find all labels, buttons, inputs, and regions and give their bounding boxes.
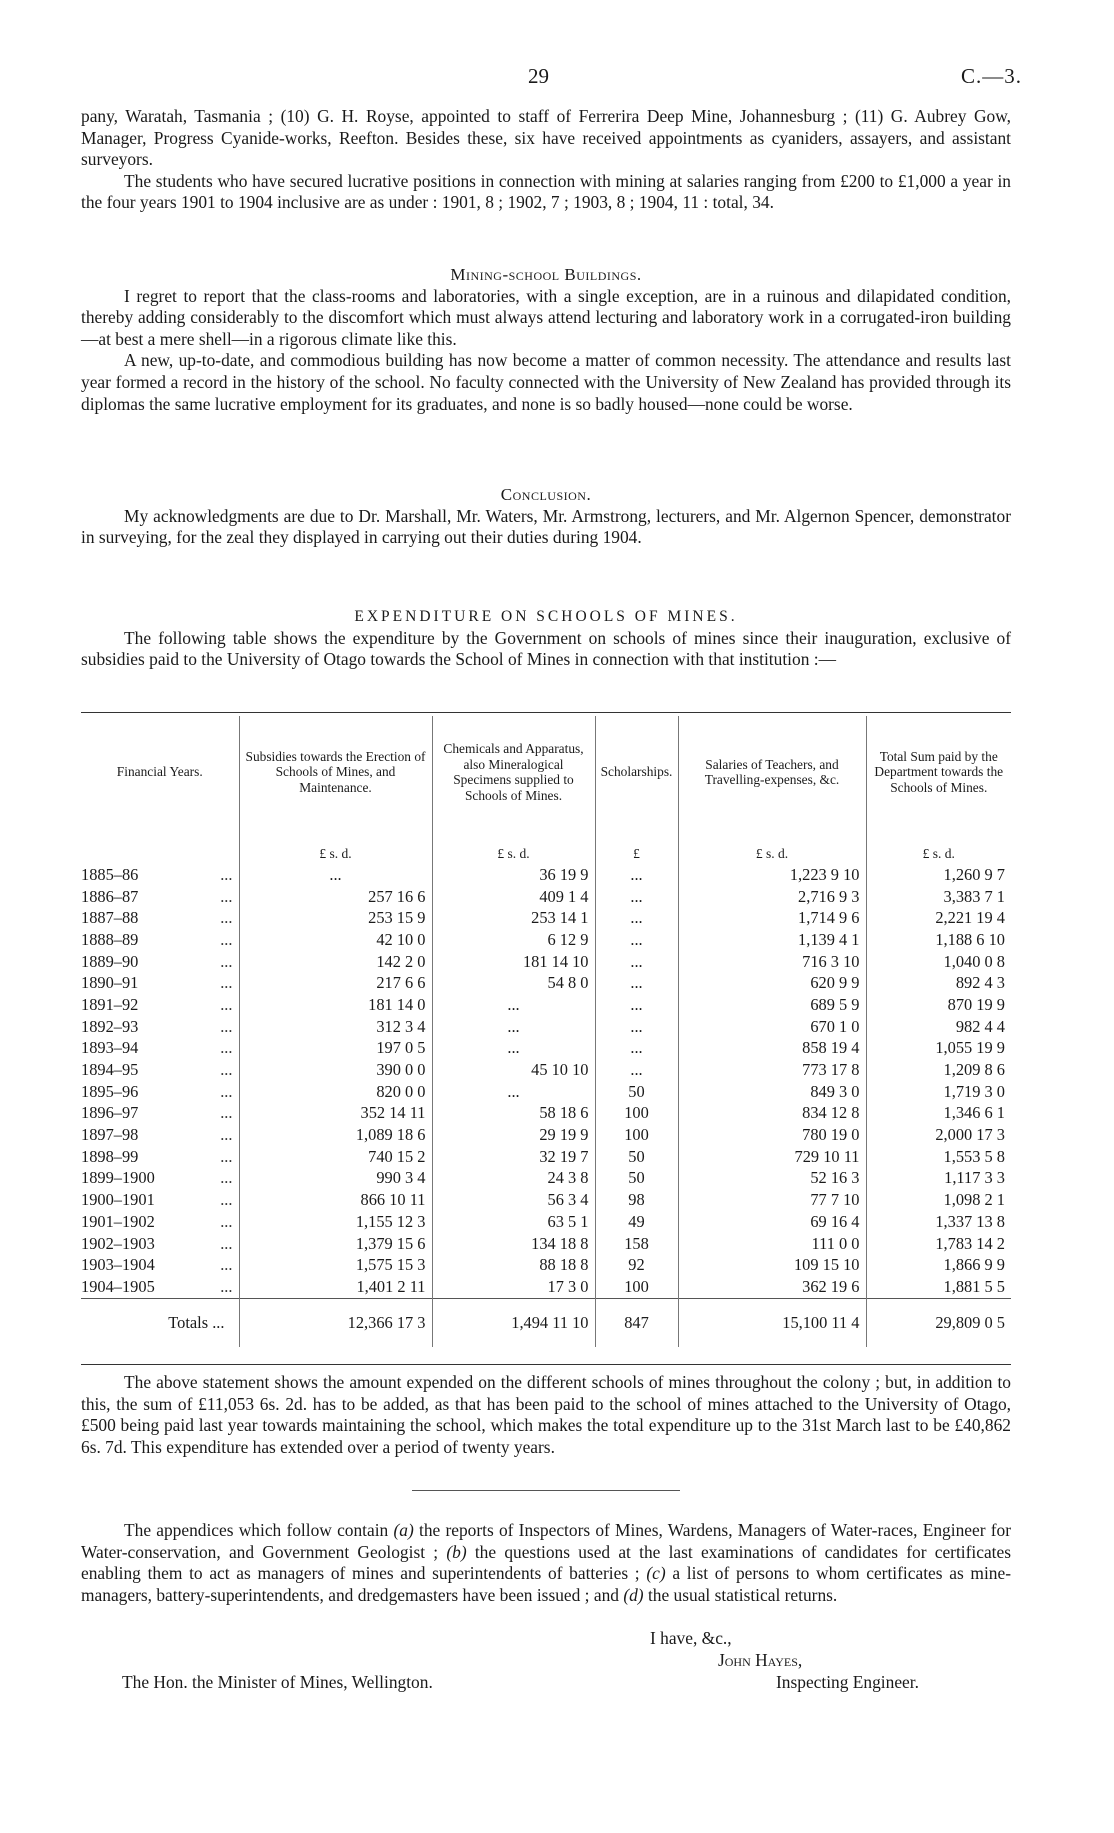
total-cell: 1,866 9 9 [866, 1254, 1011, 1276]
scholarships-cell: ... [595, 1059, 678, 1081]
total-cell: 892 4 3 [866, 972, 1011, 994]
chemicals-cell: 58 18 6 [432, 1103, 595, 1125]
chemicals-cell: 63 5 1 [432, 1211, 595, 1233]
subsidies-cell: 1,155 12 3 [239, 1211, 432, 1233]
table-row [81, 1276, 1011, 1298]
table-row [81, 972, 1011, 994]
chemicals-cell: 36 19 9 [432, 864, 595, 886]
chemicals-cell: 253 14 1 [432, 907, 595, 929]
table-row [81, 1254, 1011, 1276]
col-header-chemicals: Chemicals and Apparatus, also Mineralogical Specimens supplied to Schools of Mines. [432, 716, 595, 828]
subsidies-cell: 253 15 9 [239, 907, 432, 929]
table-row [81, 951, 1011, 973]
total-cell: 1,040 0 8 [866, 951, 1011, 973]
conclusion-section [81, 484, 1011, 549]
scholarships-cell: ... [595, 951, 678, 973]
total-cell: 870 19 9 [866, 994, 1011, 1016]
subsidies-cell: 390 0 0 [239, 1059, 432, 1081]
scholarships-cell: ... [595, 886, 678, 908]
totals-label: Totals ... [81, 1298, 239, 1347]
expenditure-intro: The following table shows the expenditure by the Government on schools of mines since their inauguration, exclusive of subsidies paid to the University of Otago towards the School of Mines in connection with that institution :— [81, 627, 1011, 670]
salaries-cell: 849 3 0 [678, 1081, 866, 1103]
year-cell: 1903–1904 ... [81, 1255, 233, 1275]
chemicals-cell: ... [432, 1081, 595, 1103]
col-header-salaries: Salaries of Teachers, and Travelling-expenses, &c. [678, 716, 866, 828]
col-header-years: Financial Years. [116, 764, 203, 780]
chemicals-cell: 134 18 8 [432, 1233, 595, 1255]
conclusion-paragraph: My acknowledgments are due to Dr. Marshall, Mr. Waters, Mr. Armstrong, lecturers, and Mr. Algernon Spencer, demonstrator in surveying, for the zeal they displayed in carrying out their duties during 1904. [81, 505, 1011, 548]
chemicals-cell: 29 19 9 [432, 1124, 595, 1146]
total-cell: 1,783 14 2 [866, 1233, 1011, 1255]
table-row [81, 864, 1011, 886]
subsidies-cell: 181 14 0 [239, 994, 432, 1016]
year-cell: 1894–95 ... [81, 1060, 233, 1080]
scholarships-cell: 50 [595, 1168, 678, 1190]
scholarships-cell: 98 [595, 1189, 678, 1211]
expenditure-heading: EXPENDITURE ON SCHOOLS OF MINES. [354, 608, 738, 625]
total-cell: 1,346 6 1 [866, 1103, 1011, 1125]
table-row [81, 1146, 1011, 1168]
total-cell: 2,221 19 4 [866, 907, 1011, 929]
total-sum: 29,809 0 5 [866, 1298, 1011, 1347]
buildings-paragraph-2: A new, up-to-date, and commodious building has now become a matter of common necessity. The attendance and results last year formed a record in the history of the school. No faculty connected with the University of New Zealand has provided through its diplomas the same lucrative employment for its graduates, and none is so badly housed—none could be worse. [81, 350, 1011, 414]
year-cell: 1888–89 ... [81, 929, 233, 949]
subsidies-cell: ... [239, 864, 432, 886]
units-cell: £ s. d. [866, 828, 1011, 864]
salaries-cell: 52 16 3 [678, 1168, 866, 1190]
col-header-scholarships: Scholarships. [595, 716, 678, 828]
year-cell: 1886–87 ... [81, 886, 233, 906]
table-row [81, 1124, 1011, 1146]
table-header-row [81, 716, 1011, 828]
subsidies-cell: 990 3 4 [239, 1168, 432, 1190]
after-table-section [81, 1372, 1011, 1458]
total-cell: 1,881 5 5 [866, 1276, 1011, 1298]
table-row [81, 994, 1011, 1016]
scholarships-cell: 100 [595, 1124, 678, 1146]
table-row [81, 1103, 1011, 1125]
year-cell: 1900–1901 ... [81, 1190, 233, 1210]
salaries-cell: 858 19 4 [678, 1038, 866, 1060]
table-row [81, 1233, 1011, 1255]
scholarships-cell: 50 [595, 1146, 678, 1168]
scholarships-cell: 50 [595, 1081, 678, 1103]
salaries-cell: 362 19 6 [678, 1276, 866, 1298]
salaries-cell: 716 3 10 [678, 951, 866, 973]
year-cell: 1896–97 ... [81, 1103, 233, 1123]
intro-section [81, 106, 1011, 214]
total-cell: 1,117 3 3 [866, 1168, 1011, 1190]
subsidies-cell: 312 3 4 [239, 1016, 432, 1038]
scholarships-cell: ... [595, 929, 678, 951]
total-scholarships: 847 [595, 1298, 678, 1347]
intro-paragraph-2: The students who have secured lucrative positions in connection with mining at salaries ranging from £200 to £1,000 a year in the four years 1901 to 1904 inclusive are as under : 1901, 8 ; 1902, 7 ; 1903, 8 ; 1904, 11 : total, 34. [81, 170, 1011, 213]
scholarships-cell: ... [595, 1016, 678, 1038]
year-cell: 1895–96 ... [81, 1081, 233, 1101]
buildings-heading: Mining-school Buildings. [450, 265, 642, 284]
year-cell: 1891–92 ... [81, 994, 233, 1014]
year-cell: 1898–99 ... [81, 1146, 233, 1166]
units-row [81, 828, 1011, 864]
year-cell: 1897–98 ... [81, 1125, 233, 1145]
after-paragraph-1: The above statement shows the amount expended on the different schools of mines throughout the colony ; but, in addition to this, the sum of £11,053 6s. 2d. has to be added, as that has been paid to the school of mines attached to the University of Otago, £500 being paid last year towards maintaining the school, which makes the total expenditure up to the 31st March last to be £40,862 6s. 7d. This expenditure has extended over a period of twenty years. [81, 1372, 1011, 1457]
buildings-paragraph-1: I regret to report that the class-rooms and laboratories, with a single exception, are in a ruinous and dilapidated condition, thereby adding considerably to the discomfort which must always attend lecturing and laboratory work in a corrugated-iron building—at best a mere shell—in a rigorous climate like this. [81, 285, 1011, 349]
units-cell [81, 828, 239, 864]
col-header-subsidies: Subsidies towards the Erection of Schools of Mines, and Maintenance. [239, 716, 432, 828]
subsidies-cell: 197 0 5 [239, 1038, 432, 1060]
salutation: I have, &c., [650, 1628, 732, 1648]
subsidies-cell: 1,401 2 11 [239, 1276, 432, 1298]
chemicals-cell: 181 14 10 [432, 951, 595, 973]
salaries-cell: 1,714 9 6 [678, 907, 866, 929]
table-row [81, 1189, 1011, 1211]
salaries-cell: 1,223 9 10 [678, 864, 866, 886]
year-cell: 1902–1903 ... [81, 1233, 233, 1253]
scholarships-cell: ... [595, 864, 678, 886]
scholarships-cell: ... [595, 907, 678, 929]
chemicals-cell: 56 3 4 [432, 1189, 595, 1211]
salaries-cell: 2,716 9 3 [678, 886, 866, 908]
chemicals-cell: 24 3 8 [432, 1168, 595, 1190]
total-cell: 2,000 17 3 [866, 1124, 1011, 1146]
year-cell: 1892–93 ... [81, 1016, 233, 1036]
subsidies-cell: 352 14 11 [239, 1103, 432, 1125]
expenditure-section [81, 606, 1011, 671]
year-cell: 1887–88 ... [81, 908, 233, 928]
units-cell: £ s. d. [432, 828, 595, 864]
subsidies-cell: 257 16 6 [239, 886, 432, 908]
total-cell: 1,719 3 0 [866, 1081, 1011, 1103]
table-top-rule [81, 712, 1011, 713]
subsidies-cell: 142 2 0 [239, 951, 432, 973]
appendices-paragraph: The appendices which follow contain (a) the reports of Inspectors of Mines, Wardens, Managers of Water-races, Engineer for Water-conservation, and Government Geologist ; (b) the questions used at the last examinations of candidates for certificates enabling them to act as managers of mines and superintendents of batteries ; (c) a list of persons to whom certificates as mine-managers, battery-superintendents, and dredgemasters have been issued ; and (d) the usual statistical returns. [81, 1520, 1012, 1605]
salaries-cell: 1,139 4 1 [678, 929, 866, 951]
table-row [81, 1211, 1011, 1233]
subsidies-cell: 42 10 0 [239, 929, 432, 951]
subsidies-cell: 1,575 15 3 [239, 1254, 432, 1276]
year-cell: 1885–86 ... [81, 864, 233, 884]
chemicals-cell: 17 3 0 [432, 1276, 595, 1298]
scholarships-cell: ... [595, 972, 678, 994]
scholarships-cell: 100 [595, 1103, 678, 1125]
signatory-title: Inspecting Engineer. [776, 1672, 919, 1692]
section-divider [412, 1490, 680, 1491]
table-row [81, 907, 1011, 929]
chemicals-cell: 6 12 9 [432, 929, 595, 951]
document-reference: C.—3. [960, 64, 1022, 88]
scholarships-cell: ... [595, 994, 678, 1016]
totals-row [81, 1298, 1011, 1347]
subsidies-cell: 217 6 6 [239, 972, 432, 994]
appendices-section [81, 1520, 1011, 1606]
table-row [81, 886, 1011, 908]
subsidies-cell: 1,089 18 6 [239, 1124, 432, 1146]
page-number: 29 [528, 64, 549, 88]
chemicals-cell: 54 8 0 [432, 972, 595, 994]
total-cell: 1,188 6 10 [866, 929, 1011, 951]
year-cell: 1890–91 ... [81, 973, 233, 993]
table-row [81, 1038, 1011, 1060]
chemicals-cell: 45 10 10 [432, 1059, 595, 1081]
salaries-cell: 620 9 9 [678, 972, 866, 994]
subsidies-cell: 820 0 0 [239, 1081, 432, 1103]
year-cell: 1893–94 ... [81, 1038, 233, 1058]
salaries-cell: 77 7 10 [678, 1189, 866, 1211]
total-cell: 1,209 8 6 [866, 1059, 1011, 1081]
salaries-cell: 689 5 9 [678, 994, 866, 1016]
salaries-cell: 834 12 8 [678, 1103, 866, 1125]
expenditure-table [81, 716, 1011, 1347]
total-cell: 3,383 7 1 [866, 886, 1011, 908]
table-row [81, 1168, 1011, 1190]
chemicals-cell: ... [432, 1016, 595, 1038]
signatory-name: John Hayes, [718, 1650, 803, 1670]
total-cell: 1,260 9 7 [866, 864, 1011, 886]
addressee: The Hon. the Minister of Mines, Wellington. [122, 1672, 433, 1692]
salaries-cell: 773 17 8 [678, 1059, 866, 1081]
table-row [81, 1059, 1011, 1081]
subsidies-cell: 740 15 2 [239, 1146, 432, 1168]
table-row [81, 1016, 1011, 1038]
salaries-cell: 69 16 4 [678, 1211, 866, 1233]
salaries-cell: 780 19 0 [678, 1124, 866, 1146]
scholarships-cell: 49 [595, 1211, 678, 1233]
subsidies-cell: 1,379 15 6 [239, 1233, 432, 1255]
salaries-cell: 109 15 10 [678, 1254, 866, 1276]
buildings-section [81, 264, 1011, 415]
units-cell: £ [595, 828, 678, 864]
year-cell: 1889–90 ... [81, 951, 233, 971]
units-cell: £ s. d. [678, 828, 866, 864]
total-cell: 1,055 19 9 [866, 1038, 1011, 1060]
scholarships-cell: 100 [595, 1276, 678, 1298]
scholarships-cell: 92 [595, 1254, 678, 1276]
table-bottom-rule [81, 1364, 1011, 1365]
intro-paragraph-1: pany, Waratah, Tasmania ; (10) G. H. Royse, appointed to staff of Ferrerira Deep Mine, Johannesburg ; (11) G. Aubrey Gow, Manager, Progress Cyanide-works, Reefton. Besides these, six have received appointments as cyaniders, assayers, and assistant surveyors. [81, 106, 1011, 170]
chemicals-cell: 32 19 7 [432, 1146, 595, 1168]
total-salaries: 15,100 11 4 [678, 1298, 866, 1347]
total-cell: 1,098 2 1 [866, 1189, 1011, 1211]
year-cell: 1899–1900 ... [81, 1168, 233, 1188]
chemicals-cell: ... [432, 994, 595, 1016]
chemicals-cell: 409 1 4 [432, 886, 595, 908]
year-cell: 1904–1905 ... [81, 1276, 233, 1296]
salaries-cell: 729 10 11 [678, 1146, 866, 1168]
salaries-cell: 670 1 0 [678, 1016, 866, 1038]
conclusion-heading: Conclusion. [500, 485, 592, 504]
total-cell: 1,553 5 8 [866, 1146, 1011, 1168]
year-cell: 1901–1902 ... [81, 1211, 233, 1231]
total-cell: 1,337 13 8 [866, 1211, 1011, 1233]
table-row [81, 1081, 1011, 1103]
total-subsidies: 12,366 17 3 [239, 1298, 432, 1347]
chemicals-cell: ... [432, 1038, 595, 1060]
total-cell: 982 4 4 [866, 1016, 1011, 1038]
chemicals-cell: 88 18 8 [432, 1254, 595, 1276]
scholarships-cell: ... [595, 1038, 678, 1060]
subsidies-cell: 866 10 11 [239, 1189, 432, 1211]
table-row [81, 929, 1011, 951]
col-header-total: Total Sum paid by the Department towards the Schools of Mines. [866, 716, 1011, 828]
salaries-cell: 111 0 0 [678, 1233, 866, 1255]
total-chemicals: 1,494 11 10 [432, 1298, 595, 1347]
units-cell: £ s. d. [239, 828, 432, 864]
scholarships-cell: 158 [595, 1233, 678, 1255]
